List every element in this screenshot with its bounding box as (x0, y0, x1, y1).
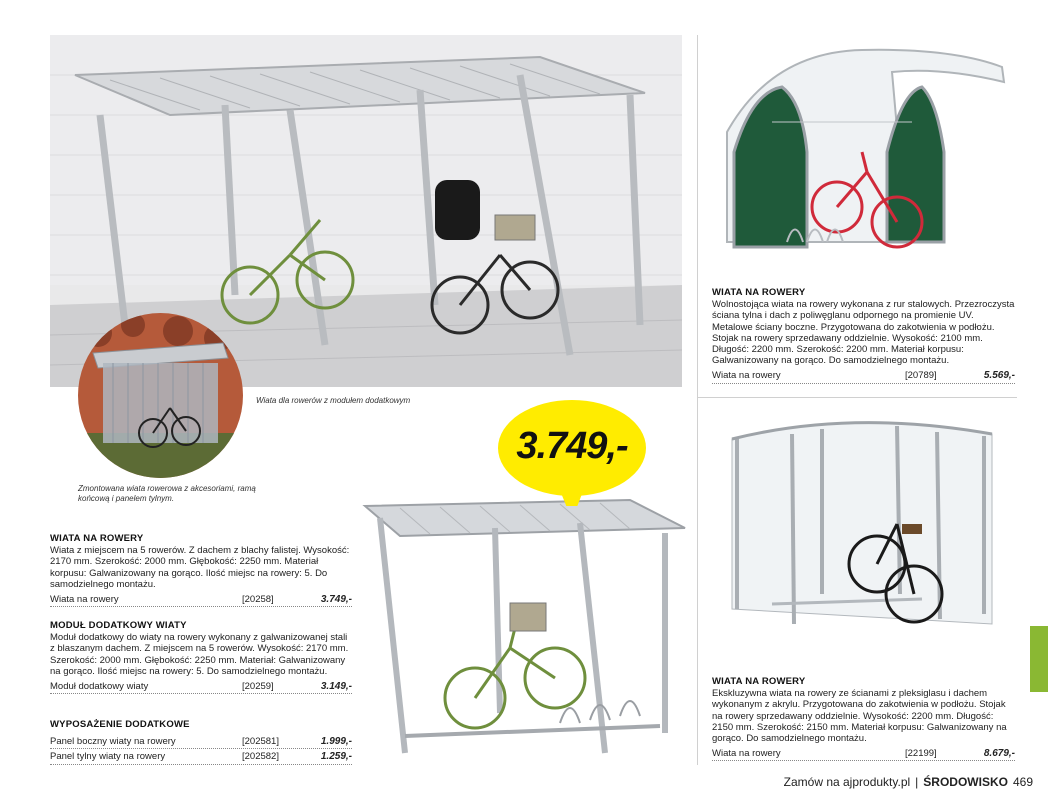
price-row (712, 746, 1015, 761)
row-code: [20789] (905, 370, 937, 382)
row-price: 3.149,- (320, 681, 352, 693)
section-tab (1030, 626, 1048, 692)
product-right-top-title: WIATA NA ROWERY (712, 287, 806, 298)
page-footer (784, 775, 1033, 789)
row-name: Panel boczny wiaty na rowery (50, 736, 176, 748)
row-price: 8.679,- (983, 748, 1015, 760)
price-row (712, 368, 1015, 383)
row-code: [202581] (242, 736, 279, 748)
row-price: 1.999,- (320, 736, 352, 748)
price-row (50, 734, 352, 749)
product-accessories-title: WYPOSAŻENIE DODATKOWE (50, 719, 190, 730)
row-code: [20258] (242, 594, 274, 606)
footer-section-name: ŚRODOWISKO (923, 775, 1008, 789)
arched-shelter-photo (712, 42, 1017, 260)
footer-order-link[interactable]: Zamów na ajprodukty.pl (783, 775, 911, 789)
inset-assembled-shelter-photo (78, 313, 243, 478)
main-photo-caption: Wiata dla rowerów z modułem dodatkowym (256, 396, 411, 405)
footer-separator: | (915, 775, 919, 789)
product-right-bottom (712, 676, 1015, 761)
single-shelter-photo (360, 498, 688, 760)
row-name: Wiata na rowery (712, 370, 781, 382)
row-code: [20259] (242, 681, 274, 693)
product-left-description: Wiata z miejscem na 5 rowerów. Z dachem z blachy falistej. Wysokość: 2170 mm. Szerokość: 2000 mm. Głębokość: 2250 mm. Materiał korpusu: Galwanizowany na gorąco. Ilość miejsc na rowery: 5. Do samodzielnego montażu. (50, 545, 350, 590)
row-name: Moduł dodatkowy wiaty (50, 681, 149, 693)
product-module-description: Moduł dodatkowy do wiaty na rowery wykonany z galwanizowanej stali z blaszanym dachem. Z miejscem na 5 rowerów. Wysokość: 2170 mm. Szerokość: 2000 mm. Głębokość: 2250 mm. Materiał: Galwanizowany na gorąco. Ilość miejsc na rowery: 5. Do samodzielnego montażu. (50, 632, 349, 677)
inset-photo-caption: Zmontowana wiata rowerowa z akcesoriami, ramą końcową i panelem tylnym. (78, 484, 256, 503)
product-left (50, 533, 352, 607)
row-price: 1.259,- (320, 751, 352, 763)
row-code: [202582] (242, 751, 279, 763)
price-row (50, 749, 352, 764)
product-module (50, 620, 352, 694)
column-divider (697, 35, 698, 765)
row-name: Panel tylny wiaty na rowery (50, 751, 166, 763)
product-right-bottom-description: Ekskluzywna wiata na rowery ze ścianami z pleksiglasu i dachem wykonanym z akrylu. Przygotowana do zakotwienia w podłożu. Stojak na rowery sprzedawany oddzielnie. Wysokość: 2200 mm. Długość: 2150 mm. Szerokość: 2150 mm. Materiał korpusu: Galwanizowany na gorąco. Do samodzielnego montażu. (712, 688, 1007, 745)
row-name: Wiata na rowery (712, 748, 781, 760)
row-name: Wiata na rowery (50, 594, 119, 606)
price-row (50, 679, 352, 694)
page-number: 469 (1012, 775, 1033, 789)
product-right-top (712, 287, 1015, 384)
row-price: 5.569,- (983, 370, 1015, 382)
product-left-title: WIATA NA ROWERY (50, 533, 144, 544)
price-row (50, 592, 352, 607)
section-divider (697, 397, 1017, 398)
price-bubble-text: 3.749,- (516, 425, 628, 467)
product-module-title: MODUŁ DODATKOWY WIATY (50, 620, 187, 631)
row-code: [22199] (905, 748, 937, 760)
product-right-top-description: Wolnostojąca wiata na rowery wykonana z rur stalowych. Przezroczysta ściana tylna i dach z poliwęglanu odpornego na promienie UV. Metalowe ściany boczne. Przygotowana do zakotwienia w podłożu. Stojak na rowery sprzedawany oddzielnie. Wysokość: 2100 mm. Długość: 2200 mm. Szerokość: 2200 mm. Materiał korpusu: Galwanizowany na gorąco. Do samodzielnego montażu. (712, 299, 1015, 367)
product-accessories (50, 719, 352, 765)
acrylic-shelter-photo (722, 414, 1017, 632)
product-right-bottom-title: WIATA NA ROWERY (712, 676, 806, 687)
row-price: 3.749,- (320, 594, 352, 606)
